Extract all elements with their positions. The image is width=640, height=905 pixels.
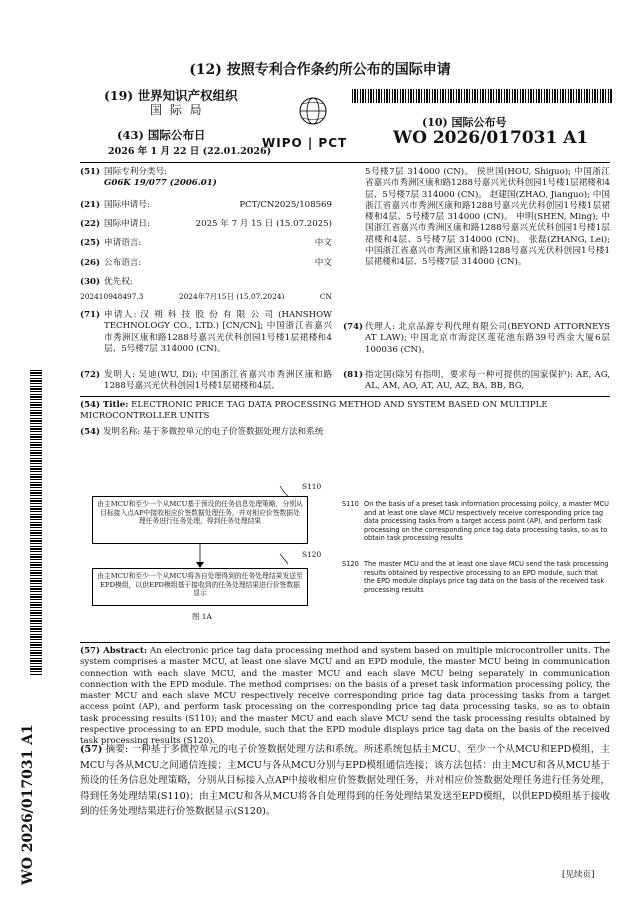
applicant-text: 申请人: 汉 朔 科 技 股 份 有 限 公 司 (HANSHOW TECHNOLOGY CO., LTD.) [CN/CN]; 中国浙江省嘉兴市秀洲区康和路1288号嘉兴光伏科创园1号楼1层裙楼和4层、5号楼7层 314000 (CN)。 xyxy=(104,310,332,354)
organization-name: (19) 世界知识产权组织 xyxy=(104,88,238,103)
publication-number: WO 2026/017031 A1 xyxy=(393,128,589,148)
priority-number: 202410948497.3 xyxy=(80,292,144,301)
priority-date: 2024年7月15日 (15.07.2024) xyxy=(178,292,285,301)
abstract-label: Abstract: xyxy=(103,646,148,656)
field-number: (81) xyxy=(343,370,364,380)
title-english xyxy=(80,400,610,423)
abstract-text: An electronic price tag data processing method and system based on multiple microcontroller units. The system comprises a master MCU, at least one slave MCU and an EPD module, the master MCU being in communication connection with each slave MCU, and the master MCU and each slave MCU being separately in communication connection with the EPD module. The method comprises: on the basis of a preset task information processing policy, the master MCU and each slave MCU respectively receive corresponding price tag data processing tasks from a target access point (AP), and perform task processing on the corresponding price tag data processing tasks, so as to obtain task processing results (S110); and the master MCU and each slave MCU send the task processing results obtained by respective processing to an EPD module, such that the EPD module displays price tag data on the basis of the received task processing results (S120). xyxy=(80,646,610,747)
step-label: S110 xyxy=(302,482,322,491)
step-text: The master MCU and the at least one slave MCU send the task processing results obtained by respective processing to an EPD module, such that the EPD module displays price tag data on the basis of the received task processing results xyxy=(364,560,609,594)
field-value: 中文 xyxy=(314,258,332,268)
publication-date-value: 2026 年 1 月 22 日 (22.01.2026) xyxy=(108,146,272,157)
field-label: 国际申请日: xyxy=(104,219,150,229)
field-number: (72) xyxy=(80,370,101,380)
designated-states-text: 指定国(除另有指明，要求每一种可提供的国家保护): AE, AG, AL, AM, AO, AT, AU, AZ, BA, BB, BG, xyxy=(365,370,610,392)
field-number: (71) xyxy=(80,310,101,320)
field-number: (57) xyxy=(80,646,101,656)
wipo-logo xyxy=(268,96,358,136)
field-label: 优先权: xyxy=(104,277,133,287)
title-text: ELECTRONIC PRICE TAG DATA PROCESSING METHOD AND SYSTEM BASED ON MULTIPLE MICROCONTROLLER UNITS xyxy=(80,400,548,422)
side-barcode xyxy=(30,370,42,676)
document-title: (12) 按照专利合作条约所公布的国际申请 xyxy=(189,62,451,78)
priority-claim xyxy=(80,292,332,302)
field-number: (57) xyxy=(80,744,103,755)
priority-country: CN xyxy=(319,292,332,301)
figure-1a xyxy=(80,482,338,622)
abstract-text: 摘要: 一种基于多微控单元的电子价签数据处理方法和系统。所述系统包括主MCU、至少一个从MCU和EPD模组，主MCU与各从MCU之间通信连接；主MCU与各从MCU分别与EPD模组通信连接；该方法包括：由主MCU和各从MCU基于预设的任务信息处理策略，分别从目标接入点AP中接收相应价签数据处理任务，并对相应价签数据处理任务进行任务处理，得到任务处理结果(S110)；由主MCU和各从MCU将各自处理得到的任务处理结果发送至EPD模组，以供EPD模组基于接收到的任务处理结果进行价签数据显示(S120)。 xyxy=(80,744,610,817)
wipo-emblem-icon xyxy=(268,96,358,136)
field-number: (22) xyxy=(80,219,101,229)
inventor-text: 发明人: 吴迪(WU, Di); 中国浙江省嘉兴市秀洲区康和路1288号嘉兴光伏科创园1号楼1层裙楼和4层、 xyxy=(104,370,332,392)
header-rule xyxy=(80,162,610,163)
step-number: S120 xyxy=(342,560,359,568)
abstract-chinese xyxy=(80,742,610,820)
agent-text: 代理人: 北京品源专利代理有限公司(BEYOND ATTORNEYS AT LAW); 中国北京市海淀区莲花池东路39号西金大厦6层 100036 (CN)。 xyxy=(365,322,610,355)
field-label: 申请语言: xyxy=(104,238,142,248)
field-number: (30) xyxy=(80,277,101,287)
field-label: 公布语言: xyxy=(104,258,142,268)
field-value: 中文 xyxy=(314,238,332,248)
field-value: 2025 年 7 月 15 日 (15.07.2025) xyxy=(195,219,332,229)
continued-note: [见续页] xyxy=(562,870,595,880)
field-51 xyxy=(80,167,332,191)
field-number: (74) xyxy=(343,322,364,332)
side-publication-number: WO 2026/017031 A1 xyxy=(20,724,36,885)
field-number: (21) xyxy=(80,200,101,210)
step-number: S110 xyxy=(342,500,359,508)
abstract-english xyxy=(80,646,610,748)
barcode xyxy=(352,89,612,103)
field-label: 国际专利分类号: xyxy=(104,167,168,177)
section-rule xyxy=(80,396,610,397)
field-number: (25) xyxy=(80,238,101,248)
title-label: Title: xyxy=(102,400,129,410)
figure-description xyxy=(342,500,610,594)
publication-date-label: (43) 国际公布日 xyxy=(117,128,206,142)
publication-number-label: (10) 国际公布号 xyxy=(422,116,507,129)
flowchart-step-s110: 由主MCU和至少一个从MCU基于预设的任务信息处理策略，分别从目标接入点AP中接收相应价签数据处理任务，并对相应价签数据处理任务进行任务处理，得到任务处理结果 xyxy=(92,496,308,544)
title-chinese xyxy=(80,427,610,438)
abstract-rule xyxy=(80,642,610,643)
field-number: (26) xyxy=(80,258,101,268)
organization-bureau: 国 际 局 xyxy=(150,103,204,117)
field-value: G06K 19/077 (2006.01) xyxy=(104,178,217,189)
field-label: 国际申请号: xyxy=(104,200,150,210)
flowchart-step-s120: 由主MCU和至少一个从MCU将各自处理得到的任务处理结果发送至EPD模组，以供EPD模组基于接收到的任务处理结果进行价签数据显示 xyxy=(92,568,308,606)
field-number: (54) xyxy=(80,427,101,437)
field-number: (54) xyxy=(80,400,101,410)
step-label: S120 xyxy=(302,550,322,559)
wipo-pct-text: WIPO | PCT xyxy=(262,136,348,150)
figure-caption: 图 1A xyxy=(192,612,212,621)
field-value: PCT/CN2025/108569 xyxy=(239,200,332,210)
title-text: 发明名称: 基于多微控单元的电子价签数据处理方法和系统 xyxy=(102,427,324,437)
step-text: On the basis of a preset task information processing policy, a master MCU and at least one slave MCU respectively receive corresponding price tag data processing tasks from a target access point (AP), and perform task processing on the corresponding price tag data processing tasks, so as to obtain task processing results xyxy=(364,500,609,543)
field-number: (51) xyxy=(80,167,101,177)
step-description-s110 xyxy=(342,500,610,560)
inventors-text: 5号楼7层 314000 (CN)。 侯世国(HOU, Shiguo); 中国浙江省嘉兴市秀洲区康和路1288号嘉兴光伏科创园1号楼1层裙楼和4层、5号楼7层 314000 (CN)。 赵建国(ZHAO, Jianguo); 中国浙江省嘉兴市秀洲区康和路1288号嘉兴光伏科创园1号楼1层裙楼和4层、5号楼7层 314000 (CN)。 申明(SHEN, Ming); 中国浙江省嘉兴市秀洲区康和路1288号嘉兴光伏科创园1号楼1层裙楼和4层、5号楼7层 314000 (CN)。 张磊(ZHANG, Lei); 中国浙江省嘉兴市秀洲区康和路1288号嘉兴光伏科创园1号楼1层裙楼和4层、5号楼7层 314000 (CN)。 xyxy=(365,167,610,268)
